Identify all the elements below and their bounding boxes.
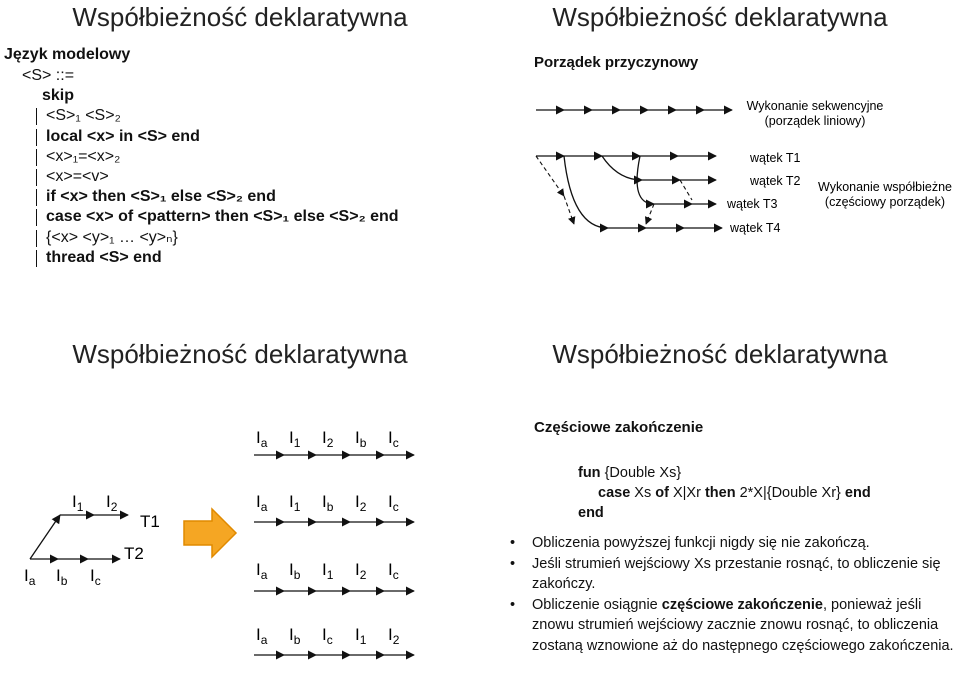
bullet-item: • Obliczenie osiągnie częściowe zakończenie, ponieważ jeśli znowu strumień wejściowy zacznie znowu rosnąć, to obliczenia zostaną wznowione aż do następnego częściowego zakończenia. <box>510 595 955 657</box>
interleaving-row-2 <box>256 492 399 514</box>
svg-text:Ib: $I_b$ <box>289 625 301 647</box>
thread-t2-line <box>602 156 716 180</box>
svg-text:I2: $I_2$ <box>355 560 367 582</box>
svg-text:Ia: $I_a$ <box>256 625 268 647</box>
slide-causal-order <box>480 0 960 337</box>
thread-label-t1: wątek T1 <box>750 151 801 165</box>
event-i1: $I_1$ <box>72 492 84 514</box>
svg-text:Ic: $I_c$ <box>388 492 399 514</box>
slide-title: Współbieżność deklaratywna <box>552 2 888 32</box>
event-ia: $I_a$ <box>24 566 36 588</box>
interleavings-diagram <box>0 337 480 674</box>
thread-label-t1: T1 <box>140 512 160 531</box>
svg-text:I1: $I_1$ <box>322 560 334 582</box>
svg-text:I2: $I_2$ <box>355 492 367 514</box>
thread-label-t4: wątek T4 <box>730 221 781 235</box>
bullet-list <box>510 533 955 656</box>
causal-order-diagram <box>480 0 960 337</box>
concurrent-label-sub: (częściowy porządek) <box>824 195 946 209</box>
sequential-label-sub: (porządek liniowy) <box>764 114 866 128</box>
slide-interleavings <box>0 337 480 674</box>
transform-arrow-icon <box>184 509 236 557</box>
grammar-first-alt: skip <box>42 87 75 105</box>
slide-title: Współbieżność deklaratywna <box>72 339 408 369</box>
bullet-item: • Obliczenia powyższej funkcji nigdy się nie zakończą. <box>510 533 955 554</box>
slide-title: Współbieżność deklaratywna <box>552 339 888 369</box>
slide-partial-termination <box>480 337 960 674</box>
svg-text:Ib: $I_b$ <box>289 560 301 582</box>
interleaving-row-4 <box>256 625 400 647</box>
sequential-label: Wykonanie sekwencyjne <box>746 99 884 113</box>
thread-label-t2: wątek T2 <box>750 174 801 188</box>
concurrent-label: Wykonanie współbieżne <box>818 180 952 194</box>
event-i2: $I_2$ <box>106 492 118 514</box>
svg-text:Ia: $I_a$ <box>256 428 268 450</box>
svg-text:I1: $I_1$ <box>355 625 367 647</box>
thread-label-t3: wątek T3 <box>727 197 778 211</box>
slide-heading: Częściowe zakończenie <box>534 419 704 436</box>
interleaving-row-3 <box>256 560 399 582</box>
svg-text:Ic: $I_c$ <box>322 625 333 647</box>
code-line-1: fun {Double Xs} <box>578 465 682 481</box>
grammar-lhs: <S> ::= <box>22 67 75 84</box>
svg-text:Ia: $I_a$ <box>256 492 268 514</box>
event-ic: $I_c$ <box>90 566 101 588</box>
partial-order-labels <box>24 492 118 588</box>
thread-t4-line <box>564 156 722 228</box>
event-ib: $I_b$ <box>56 566 68 588</box>
thread-label-t2: T2 <box>124 544 144 563</box>
svg-text:Ib: $I_b$ <box>322 492 334 514</box>
slide-grammar: Współbieżność deklaratywna Język modelowy <S> ::= skip <S>₁ <S>₂ local <x> in <S> end <x>₁=<x>₂ <x>=<v> if <x> then <S>₁ else <S>₂ end case <x> of <pattern> then <S>₁ else <S>₂ end {<x> <y>₁ … <y>ₙ} thread <S> end <box>0 0 480 337</box>
interleaving-row-1 <box>256 428 399 450</box>
bullet-item: • Jeśli strumień wejściowy Xs przestanie rosnąć, to obliczenie się zakończy. <box>510 554 955 595</box>
slide-heading: Język modelowy <box>4 46 131 63</box>
slide-title: Współbieżność deklaratywna <box>72 2 408 32</box>
svg-text:I1: $I_1$ <box>289 492 301 514</box>
code-block <box>578 463 871 523</box>
svg-text:Ic: $I_c$ <box>388 428 399 450</box>
causal-dependencies <box>536 156 692 224</box>
svg-text:Ia: $I_a$ <box>256 560 268 582</box>
partial-order-arrows <box>30 515 128 559</box>
svg-text:I2: $I_2$ <box>322 428 334 450</box>
code-line-3: end <box>578 505 604 521</box>
svg-text:Ic: $I_c$ <box>388 560 399 582</box>
svg-text:I1: $I_1$ <box>289 428 301 450</box>
svg-text:Ib: $I_b$ <box>355 428 367 450</box>
svg-text:I2: $I_2$ <box>388 625 400 647</box>
code-line-2: case Xs of X|Xr then 2*X|{Double Xr} end <box>598 485 871 501</box>
slide-heading: Porządek przyczynowy <box>534 54 699 71</box>
